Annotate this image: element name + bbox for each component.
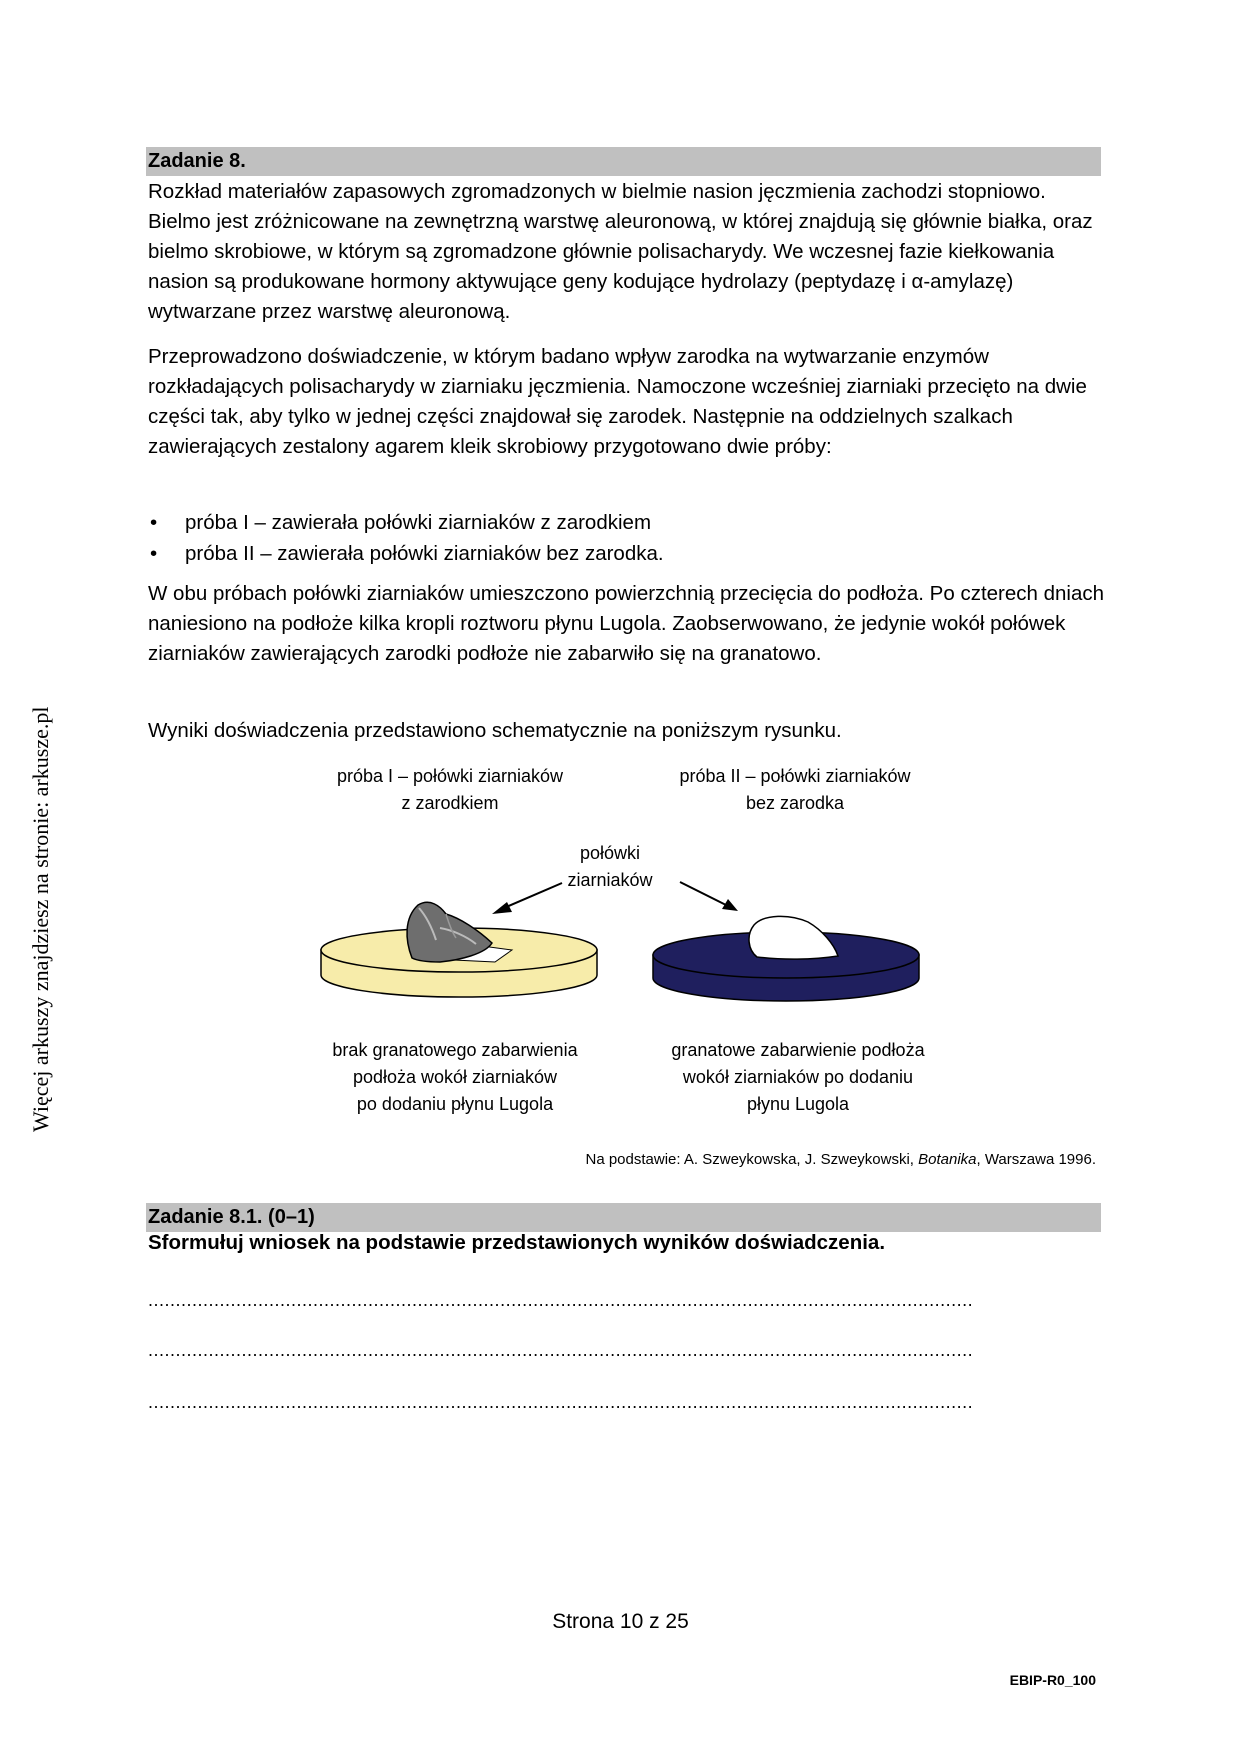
- figure-result-sample2: granatowe zabarwienie podłoża wokół ziarniaków po dodaniu płynu Lugola: [671, 1040, 925, 1114]
- paragraph-results: Wyniki doświadczenia przedstawiono schematycznie na poniższym rysunku.: [148, 719, 842, 742]
- figure-label-seeds: połówki ziarniaków: [567, 843, 653, 890]
- question-text: Sformułuj wniosek na podstawie przedstawionych wyników doświadczenia.: [148, 1231, 886, 1254]
- source-citation: Na podstawie: A. Szweykowska, J. Szweykowski, Botanika, Warszawa 1996.: [585, 1151, 1096, 1168]
- paragraph-observation: W obu próbach połówki ziarniaków umieszczono powierzchnią przecięcia do podłoża. Po czterech dniach naniesiono na podłoże kilka kropli roztworu płynu Lugola. Zaobserwowano, że jedynie wokół połówek ziarniaków zawierających zarodki podłoże nie zabarwiło się na granatowo.: [148, 582, 1105, 665]
- task-header: Zadanie 8.: [146, 147, 1101, 176]
- figure-result-sample1: brak granatowego zabarwienia podłoża wokół ziarniaków po dodaniu płynu Lugola: [332, 1040, 578, 1114]
- arrow-right-icon: [680, 882, 738, 911]
- list-item: • próba II – zawierała połówki ziarniaków bez zarodka.: [148, 538, 1088, 569]
- paragraph-intro: Rozkład materiałów zapasowych zgromadzonych w bielmie nasion jęczmienia zachodzi stopniowo. Bielmo jest zróżnicowane na zewnętrzną warstwę aleuronową, w której znajdują się głównie białka, oraz bielmo skrobiowe, w którym są zgromadzone głównie polisacharydy. We wczesnej fazie kiełkowania nasion są produkowane hormony aktywujące geny kodujące hydrolazy (peptydazę i α-amylazę) wytwarzane przez warstwę aleuronową.: [148, 180, 1093, 323]
- side-watermark: Więcej arkuszy znajdziesz na stronie: arkusze.pl: [28, 706, 53, 1132]
- answer-line[interactable]: ......................................................................................................................................................: [148, 1290, 974, 1310]
- seed-without-embryo: [749, 916, 838, 959]
- answer-line[interactable]: ......................................................................................................................................................: [148, 1340, 974, 1360]
- subtask-header: Zadanie 8.1. (0–1): [146, 1203, 1101, 1232]
- list-item: • próba I – zawierała połówki ziarniaków z zarodkiem: [148, 507, 1088, 538]
- bullet-icon: •: [150, 511, 158, 534]
- exam-code: EBIP-R0_100: [1009, 1672, 1096, 1688]
- answer-line[interactable]: ......................................................................................................................................................: [148, 1392, 974, 1412]
- figure-label-sample1: próba I – połówki ziarniaków z zarodkiem: [336, 766, 564, 813]
- arrow-left-icon: [492, 883, 562, 914]
- paragraph-experiment: Przeprowadzono doświadczenie, w którym badano wpływ zarodka na wytwarzanie enzymów rozkładających polisacharydy w ziarniaku jęczmienia. Namoczone wcześniej ziarniaki przecięto na dwie części tak, aby tylko w jednej części znajdował się zarodek. Następnie na oddzielnych szalkach zawierających zestalony agarem kleik skrobiowy przygotowano dwie próby:: [148, 345, 1087, 458]
- bullet-icon: •: [150, 542, 158, 565]
- page-number: Strona 10 z 25: [552, 1610, 689, 1633]
- figure-label-sample2: próba II – połówki ziarniaków bez zarodka: [679, 766, 911, 813]
